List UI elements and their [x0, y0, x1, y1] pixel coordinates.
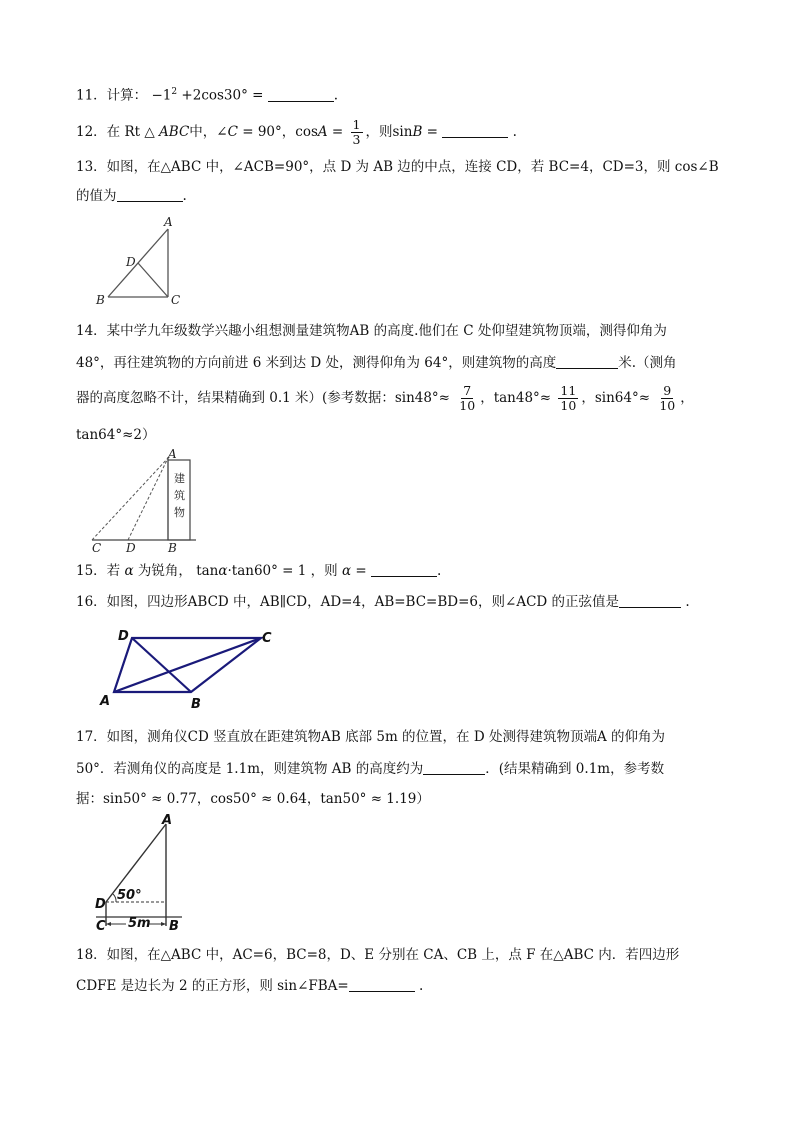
label-a: A	[100, 694, 111, 709]
label-d: D	[118, 629, 129, 644]
question-11: 11．计算： $-1^2 +2\cos 30^\circ$ = .	[76, 87, 339, 104]
answer-blank	[268, 87, 334, 102]
diagonal-ac	[114, 638, 261, 692]
figure-q16-quadrilateral	[96, 626, 286, 712]
label-d: D	[95, 897, 106, 912]
figure-q17-measurement	[92, 814, 192, 934]
arrowhead-right	[161, 922, 166, 926]
label-a: A	[164, 215, 173, 229]
answer-blank	[371, 562, 437, 577]
building-char-2: 筑	[174, 489, 185, 502]
label-b: B	[168, 541, 177, 555]
building-char-3: 物	[174, 506, 185, 519]
answer-blank	[423, 760, 485, 775]
sight-line-d	[128, 458, 168, 540]
question-17-line1: 17．如图，测角仪CD 竖直放在距建筑物AB 底部 5m 的位置，在 D 处测得建筑物顶端A 的仰角为	[76, 729, 666, 745]
fraction: $\frac{9}{10}$	[659, 383, 676, 413]
question-17-line3: 据：sin50° ≈ 0.77，cos50° ≈ 0.64，tan50° ≈ 1.19）	[76, 791, 430, 807]
angle-arc	[113, 894, 116, 902]
label-c: C	[262, 631, 272, 646]
question-14-line1: 14．某中学九年级数学兴趣小组想测量建筑物AB 的高度.他们在 C 处仰望建筑物顶端，测得仰角为	[76, 323, 667, 339]
building-char-1: 建	[174, 472, 185, 485]
diagonal-bd	[132, 638, 191, 692]
label-c: C	[96, 919, 106, 934]
question-18-line1: 18．如图，在△ABC 中，AC=6，BC=8，D、E 分别在 CA、CB 上，点 F 在△ABC 内．若四边形	[76, 947, 680, 963]
label-a: A	[162, 813, 173, 828]
label-d: D	[126, 541, 136, 555]
question-13-line1: 13．如图，在△ABC 中，∠ACB=90°，点 D 为 AB 边的中点，连接 CD，若 BC=4，CD=3，则 cos∠B	[76, 159, 719, 175]
question-13-line2: 的值为 .	[76, 188, 187, 204]
question-14-line4: tan64°≈2）	[76, 427, 156, 443]
distance-label: 5m	[128, 916, 151, 931]
segment-cd	[138, 263, 168, 297]
label-d: D	[126, 255, 136, 269]
question-17-line2: 50°．若测角仪的高度是 1.1m，则建筑物 AB 的高度约为 ．(结果精确到 0.1m，参考数	[76, 761, 665, 777]
question-14-line2: 48°，再往建筑物的方向前进 6 米到达 D 处，测得仰角为 64°，则建筑物的高度 米.（测角	[76, 355, 677, 371]
question-14-line3: 器的高度忽略不计，结果精确到 0.1 米）(参考数据：sin48°≈ $\frac{7}{10}$ ，tan48°≈ $\frac{11}{10}$ ，sin64°≈ $\frac{9}{10}$ ，	[76, 383, 694, 413]
label-c: C	[92, 541, 102, 555]
question-16: 16．如图，四边形ABCD 中，AB∥CD，AD=4，AB=BC=BD=6，则∠ACD 的正弦值是 .	[76, 594, 690, 610]
figure-q14-building	[88, 447, 208, 556]
fraction: $\frac{7}{10}$	[459, 383, 476, 413]
answer-blank	[619, 593, 681, 608]
answer-blank	[117, 187, 183, 202]
angle-label: 50°	[117, 888, 142, 903]
label-c: C	[171, 293, 181, 307]
answer-blank	[349, 977, 415, 992]
label-b: B	[96, 293, 105, 307]
fraction: $\frac{1}{3}$	[352, 117, 361, 147]
answer-blank	[442, 123, 508, 138]
question-18-line2: CDFE 是边长为 2 的正方形，则 sin∠FBA= .	[76, 978, 424, 994]
fraction: $\frac{11}{10}$	[560, 383, 577, 413]
label-b: B	[169, 919, 179, 934]
sight-line-c	[92, 458, 168, 540]
figure-q13-triangle	[90, 212, 190, 312]
answer-blank	[556, 354, 618, 369]
question-12: 12．在 Rt △ ABC中，∠C = 90°，cosA = $\frac{1}{3}$ ，则sinB = .	[76, 117, 517, 147]
question-15: 15．若 α 为锐角， tanα·tan60° = 1 ，则 α = .	[76, 563, 442, 579]
label-a: A	[168, 447, 177, 461]
label-b: B	[191, 697, 201, 712]
arrowhead-left	[106, 922, 111, 926]
